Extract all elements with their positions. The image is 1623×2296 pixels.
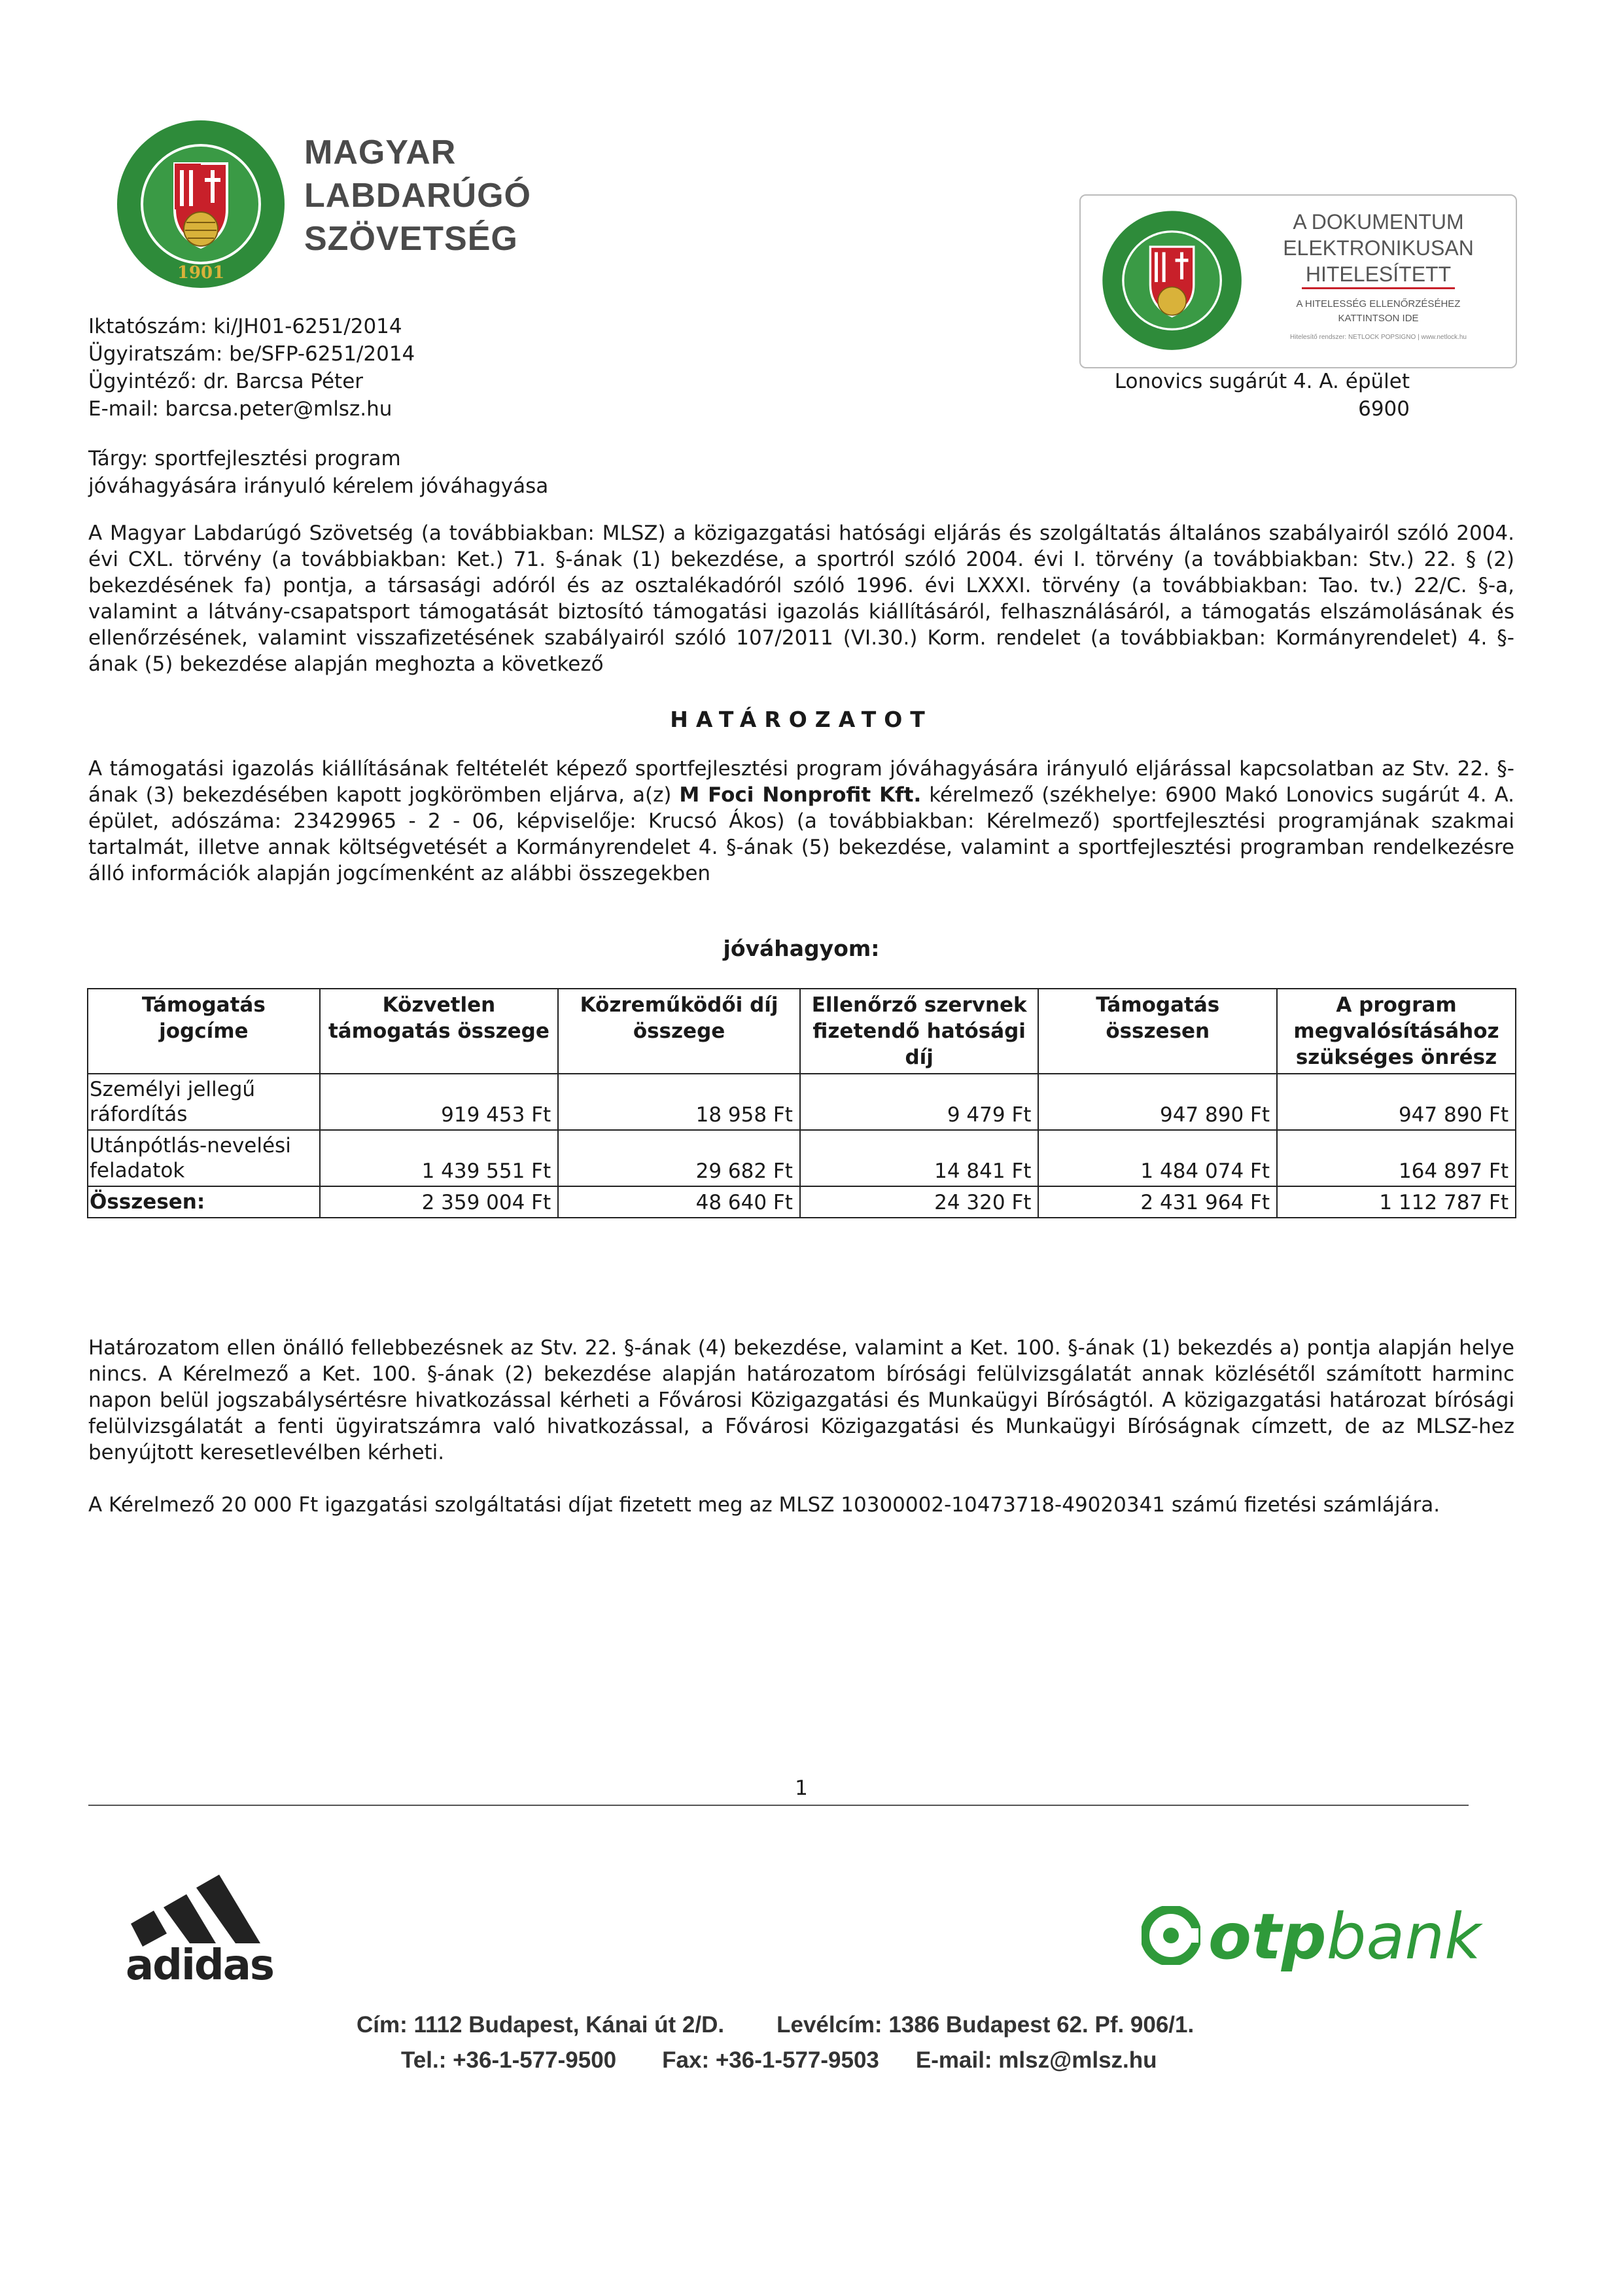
- footer-address: [357, 2007, 1338, 2078]
- table-header-row: [88, 989, 1516, 1074]
- table-cell: 14 841 Ft: [800, 1130, 1039, 1186]
- total-cell: 48 640 Ft: [558, 1186, 800, 1218]
- table-cell: 947 890 Ft: [1277, 1074, 1516, 1130]
- appeal-paragraph: [88, 1335, 1514, 1466]
- adidas-logo: [118, 1826, 281, 1989]
- footer-email: E-mail: mlsz@mlsz.hu: [915, 2047, 1157, 2073]
- stamp-sub1: A HITELESSÉG ELLENŐRZÉSÉHEZ: [1296, 298, 1461, 309]
- footer-fax: Fax: +36-1-577-9503: [662, 2047, 879, 2073]
- ugyiratszam: Ügyiratszám: be/SFP-6251/2014: [88, 342, 415, 366]
- company-name: M Foci Nonprofit Kft.: [679, 783, 922, 807]
- intro-text: A Magyar Labdarúgó Szövetség (a továbbiakban: MLSZ) a közigazgatási hatósági eljárás és szolgáltatás általános szabályairól szóló 2004. évi CXL. törvény (a továbbiakban: Ket.) 71. §-ának (1) bekezdése, a sportról szóló 2004. évi I. törvény (a továbbiakban: Stv.) 22. § (2) bekezdésének fa) pontja, a társasági adóról és az osztalékadóról szóló 1996. évi LXXXI. törvény (a továbbiakban: Tao. tv.) 22/C. §-a, valamint a látvány-csapatsport támogatását biztosító támogatási igazolás kiállításáról, felhasználásáról, a támogatás elszámolásának és ellenőrzésének, valamint visszafizetésének szabályairól szóló 107/2011 (VI.30.) Korm. rendelet (a továbbiakban: Kormányrendelet) 4. §-ának (5) bekezdése alapján meghozta a következő: [88, 521, 1514, 676]
- fee-text: A Kérelmező 20 000 Ft igazgatási szolgáltatási díjat fizetett meg az MLSZ 10300002-10473718-49020341 számú fizetési számlájára.: [88, 1493, 1440, 1517]
- table-cell: 164 897 Ft: [1277, 1130, 1516, 1186]
- stamp-line1: A DOKUMENTUM: [1293, 210, 1464, 234]
- reference-block: [88, 313, 415, 423]
- page-number: 1: [795, 1776, 808, 1800]
- adidas-wordmark: adidas: [125, 1941, 274, 1989]
- total-cell: 2 431 964 Ft: [1038, 1186, 1277, 1218]
- footer-tel: Tel.: +36-1-577-9500: [401, 2047, 617, 2073]
- otp-prefix: otp: [1208, 1900, 1327, 1973]
- table-row: [88, 1074, 1516, 1130]
- mlsz-logo: [114, 118, 288, 291]
- table-cell: 1 484 074 Ft: [1038, 1130, 1277, 1186]
- table-cell: 9 479 Ft: [800, 1074, 1039, 1130]
- otpbank-logo: [1142, 1901, 1481, 1973]
- otp-suffix: bank: [1326, 1900, 1481, 1973]
- total-cell: 1 112 787 Ft: [1277, 1186, 1516, 1218]
- subject-line2: jóváhagyására irányuló kérelem jóváhagyása: [88, 474, 549, 498]
- decision-paragraph: [88, 756, 1514, 887]
- table-cell: 18 958 Ft: [558, 1074, 800, 1130]
- row-label: Utánpótlás-nevelési feladatok: [88, 1130, 320, 1186]
- footer-cim: Cím: 1112 Budapest, Kánai út 2/D.: [357, 2012, 725, 2038]
- footer-levelcim: Levélcím: 1386 Budapest 62. Pf. 906/1.: [777, 2012, 1195, 2038]
- contact-email: E-mail: barcsa.peter@mlsz.hu: [88, 397, 393, 421]
- iktatoszam: Iktatószám: ki/JH01-6251/2014: [88, 315, 402, 338]
- stamp-fine: Hitelesítő rendszer: NETLOCK POPSIGNO | www.netlock.hu: [1290, 334, 1467, 341]
- decision-after: kérelmező (székhelye: 6900 Makó Lonovics sugárút 4. A. épület, adószáma: 23429965 - 2 - 06, képviselője: Krucsó Ákos) (a továbbiakban: Kérelmező) sportfejlesztési programjának szakmai tartalmát, illetve annak költségvetését a Kormányrendelet 4. §-ának (5) bekezdése, valamint a sportfejlesztési programban rendelkezésre álló információk alapján jogcímenként az alábbi összegekben: [88, 783, 1514, 885]
- ugyintezo: Ügyintéző: dr. Barcsa Péter: [88, 370, 364, 393]
- recipient-street: Lonovics sugárút 4. A. épület: [1114, 370, 1410, 393]
- otp-emblem-icon: [1142, 1906, 1200, 1965]
- approve-label: jóváhagyom:: [723, 936, 880, 961]
- table-cell: 29 682 Ft: [558, 1130, 800, 1186]
- org-name: [304, 131, 531, 260]
- intro-paragraph: [88, 520, 1514, 677]
- decision-before: A támogatási igazolás kiállításának feltételét képező sportfejlesztési program jóváhagyására irányuló eljárással kapcsolatban az Stv. 22. §-ának (3) bekezdésében kapott jogkörömben eljárva, a(z): [88, 757, 1514, 807]
- amounts-table: [87, 988, 1516, 1218]
- col-header-jogcim: Támogatás jogcíme: [88, 989, 320, 1074]
- recipient-zip: 6900: [1358, 397, 1410, 421]
- stamp-logo: [1100, 209, 1244, 353]
- stamp-sub2: KATTINTSON IDE: [1338, 313, 1419, 324]
- total-cell: 2 359 004 Ft: [320, 1186, 559, 1218]
- table-cell: 1 439 551 Ft: [320, 1130, 559, 1186]
- org-name-line2: LABDARÚGÓ: [304, 177, 531, 215]
- table-row: [88, 1130, 1516, 1186]
- col-header-kozremukodoi: Közreműködői díj összege: [558, 989, 800, 1074]
- total-cell: 24 320 Ft: [800, 1186, 1039, 1218]
- fee-paragraph: [88, 1492, 1514, 1518]
- table-cell: 919 453 Ft: [320, 1074, 559, 1130]
- appeal-text: Határozatom ellen önálló fellebbezésnek az Stv. 22. §-ának (4) bekezdése, valamint a Ket. 100. §-ának (1) bekezdés a) pontja alapján helye nincs. A Kérelmező a Ket. 100. §-ának (2) bekezdése alapján határozatom bírósági felülvizsgálatát annak közlésétől számított harminc napon belül jogszabálysértésre hivatkozással kérheti a Fővárosi Közigazgatási és Munkaügyi Bíróságtól. A közigazgatási határozat bírósági felülvizsgálatát a fenti ügyiratszámra való hivatkozással, a Fővárosi Közigazgatási és Munkaügyi Bíróságnak címzett, de az MLSZ-hez benyújtott keresetlevélben kérheti.: [88, 1336, 1514, 1464]
- e-authentication-stamp[interactable]: [1079, 194, 1517, 368]
- logo-year: 1901: [177, 263, 225, 283]
- subject-line1: Tárgy: sportfejlesztési program: [88, 447, 401, 470]
- recipient-address: [1079, 368, 1410, 423]
- col-header-onresz: A program megvalósításához szükséges önrész: [1277, 989, 1516, 1074]
- stamp-line3: HITELESÍTETT: [1302, 261, 1455, 289]
- stamp-line2: ELEKTRONIKUSAN: [1283, 236, 1474, 260]
- footer-rule: [88, 1805, 1469, 1806]
- col-header-ellenorzo: Ellenőrző szervnek fizetendő hatósági díj: [800, 989, 1039, 1074]
- col-header-osszesen: Támogatás összesen: [1038, 989, 1277, 1074]
- org-name-line3: SZÖVETSÉG: [304, 220, 518, 258]
- decision-heading: HATÁROZATOT: [670, 707, 933, 732]
- table-cell: 947 890 Ft: [1038, 1074, 1277, 1130]
- row-label: Személyi jellegű ráfordítás: [88, 1074, 320, 1130]
- org-name-line1: MAGYAR: [304, 133, 457, 171]
- table-total-row: [88, 1186, 1516, 1218]
- col-header-kozvetlen: Közvetlen támogatás összege: [320, 989, 559, 1074]
- subject: [88, 445, 548, 500]
- total-label: Összesen:: [88, 1186, 320, 1218]
